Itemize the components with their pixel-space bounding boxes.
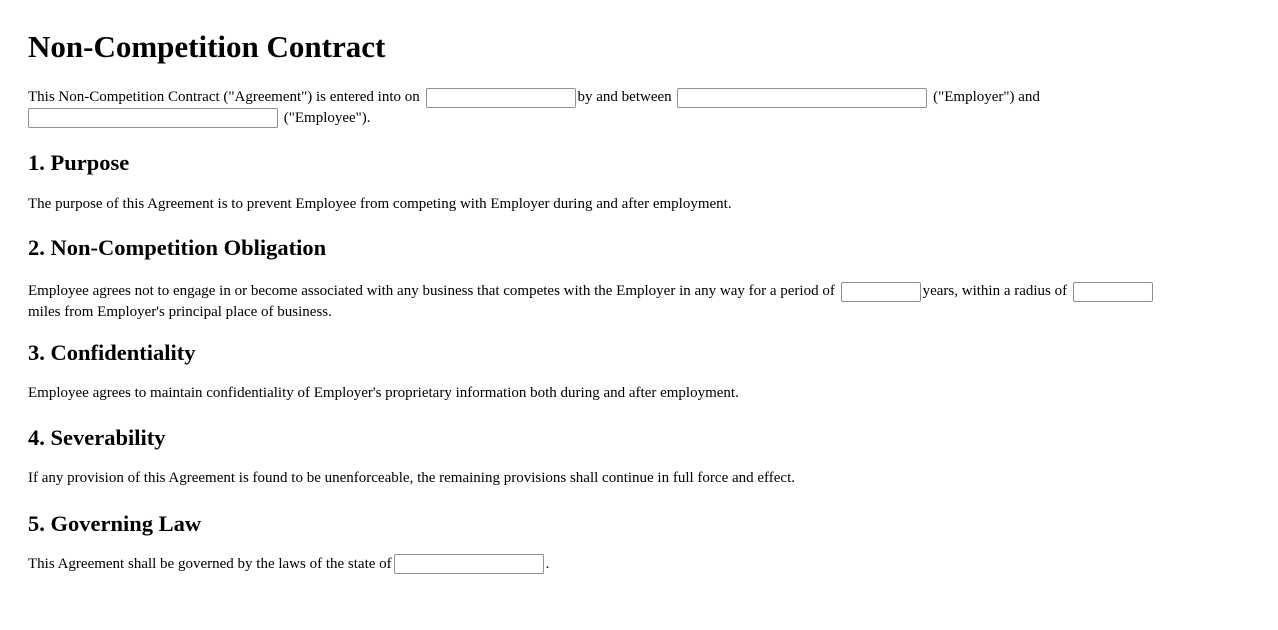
state-field[interactable] — [394, 554, 544, 574]
employer-name-field[interactable] — [677, 88, 927, 108]
intro-text-3: ("Employer") and — [933, 89, 1040, 105]
intro-text-2: by and between — [577, 89, 672, 105]
noncompetition-text-1: Employee agrees not to engage in or become associated with any business that competes with the Employer in any way for a period of — [28, 283, 835, 300]
contract-page — [0, 29, 1278, 574]
employee-name-field[interactable] — [28, 108, 278, 128]
intro-text-1: This Non-Competition Contract ("Agreement") is entered into on — [28, 89, 420, 105]
intro-paragraph — [28, 87, 1250, 128]
governing-law-paragraph — [28, 554, 1250, 575]
noncompetition-heading: 2. Non-Competition Obligation — [28, 235, 327, 261]
noncompetition-text-2: years, within a radius of — [922, 283, 1068, 300]
noncompetition-paragraph — [28, 281, 1250, 322]
severability-heading: 4. Severability — [28, 424, 166, 450]
noncompetition-text-3: miles from Employer's principal place of business. — [28, 303, 332, 320]
intro-text-4: ("Employee"). — [283, 109, 371, 126]
radius-field[interactable] — [1073, 282, 1153, 302]
page-title: Non-Competition Contract — [28, 29, 386, 64]
agreement-date-field[interactable] — [426, 88, 576, 108]
governing-law-text-1: This Agreement shall be governed by the laws of the state of — [28, 555, 392, 572]
governing-law-text-2: . — [545, 555, 550, 572]
confidentiality-heading: 3. Confidentiality — [28, 339, 196, 365]
years-field[interactable] — [841, 282, 921, 302]
purpose-paragraph: The purpose of this Agreement is to prevent Employee from competing with Employer during and after employment. — [28, 196, 732, 213]
purpose-heading: 1. Purpose — [28, 150, 130, 176]
severability-paragraph: If any provision of this Agreement is found to be unenforceable, the remaining provisions shall continue in full force and effect. — [28, 469, 796, 486]
confidentiality-paragraph: Employee agrees to maintain confidentiality of Employer's proprietary information both during and after employment. — [28, 384, 739, 401]
governing-law-heading: 5. Governing Law — [28, 510, 202, 536]
